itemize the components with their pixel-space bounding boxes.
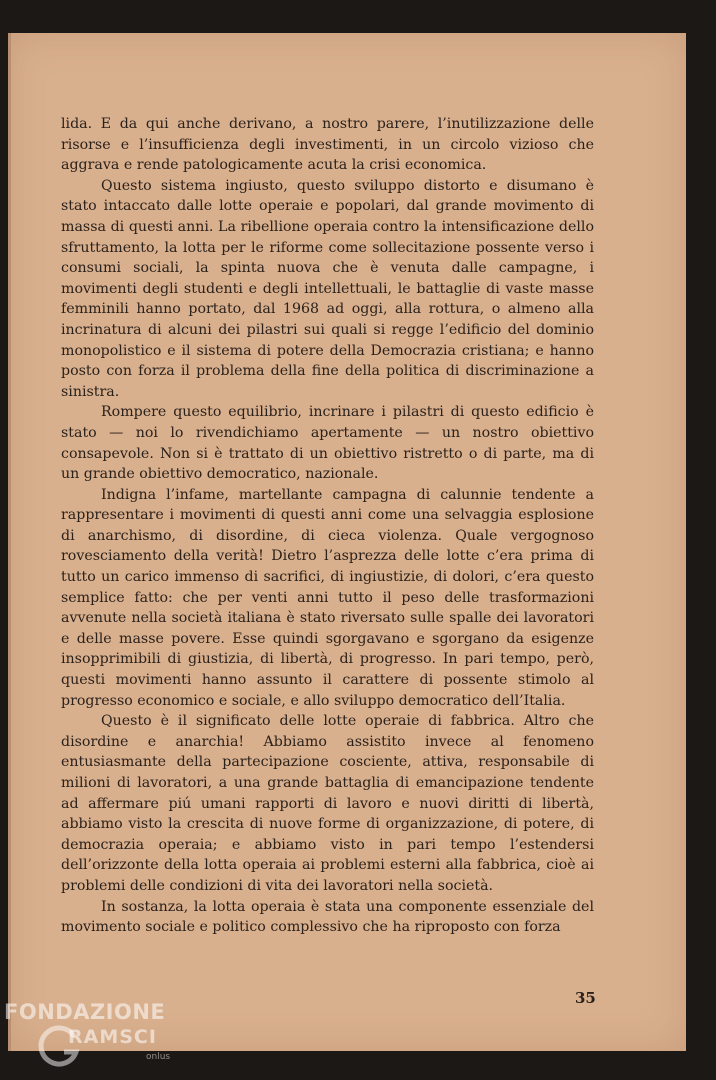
fondazione-gramsci-watermark xyxy=(4,1000,204,1080)
paragraph-2: Questo sistema ingiusto, questo sviluppo distorto e disumano è stato intaccato dalle lotte operaie e popolari, dal grande movimento di massa di questi anni. La ribellione operaia contro la intensificazione dello sfruttamento, la lotta per le riforme come sollecitazione possente verso i consumi sociali, la spinta nuova che è venuta dalle campagne, i movimenti degli studenti e degli intellettuali, le battaglie di vaste masse femminili hanno portato, dal 1968 ad oggi, alla rottura, o almeno alla incrinatura di alcuni dei pilastri sui quali si regge l’edificio del dominio monopolistico e il sistema di potere della Democrazia cristiana; e hanno posto con forza il problema della fine della politica di discriminazione a sinistra. xyxy=(61,177,594,400)
watermark-tag: onlus xyxy=(146,1052,171,1062)
paragraph-6: In sostanza, la lotta operaia è stata una componente essenziale del movimento sociale e politico complessivo che ha riproposto con forza xyxy=(61,898,594,936)
paragraph-5: Questo è il significato delle lotte operaie di fabbrica. Altro che disordine e anarchia! Abbiamo assistito invece al fenomeno entusiasmante della partecipazione cosciente, attiva, responsabile di milioni di lavoratori, a una grande battaglia di emancipazione tendente ad affermare piú umani rapporti di lavoro e nuovi diritti di libertà, abbiamo visto la crescita di nuove forme di organizzazione, di potere, di democrazia operaia; e abbiamo visto in pari tempo l’estendersi dell’orizzonte della lotta operaia ai problemi esterni alla fabbrica, cioè ai problemi delle condizioni di vita dei lavoratori nella società. xyxy=(61,713,594,894)
page-number: 35 xyxy=(575,989,596,1007)
book-page xyxy=(8,33,686,1051)
page-edge xyxy=(8,33,11,1051)
watermark-line-1: FONDAZIONE xyxy=(4,1000,166,1024)
paragraph-3: Rompere questo equilibrio, incrinare i pilastri di questo edificio è stato — noi lo rivendichiamo apertamente — un nostro obiettivo consapevole. Non si è trattato di un obiettivo ristretto o di parte, ma di un grande obiettivo democratico, nazionale. xyxy=(61,404,594,483)
paragraph-1: lida. E da qui anche derivano, a nostro parere, l’inutilizzazione delle risorse e l’insufficienza degli investimenti, in un circolo vizioso che aggrava e rende patologicamente acuta la crisi economica. xyxy=(61,116,594,174)
watermark-line-2: RAMSCI xyxy=(68,1026,157,1048)
body-text xyxy=(61,114,594,938)
paragraph-4: Indigna l’infame, martellante campagna di calunnie tendente a rappresentare i movimenti di questi anni come una selvaggia esplosione di anarchismo, di disordine, di cieca violenza. Quale vergognoso rovesciamento della verità! Dietro l’asprezza delle lotte c’era prima di tutto un carico immenso di sacrifici, di ingiustizie, di dolori, c’era questo semplice fatto: che per venti anni tutto il peso delle trasformazioni avvenute nella società italiana è stato riversato sulle spalle dei lavoratori e delle masse povere. Esse quindi sgorgavano e sgorgano da esigenze insopprimibili di giustizia, di libertà, di progresso. In pari tempo, però, questi movimenti hanno assunto il carattere di possente stimolo al progresso economico e sociale, e allo sviluppo democratico dell’Italia. xyxy=(61,486,594,709)
